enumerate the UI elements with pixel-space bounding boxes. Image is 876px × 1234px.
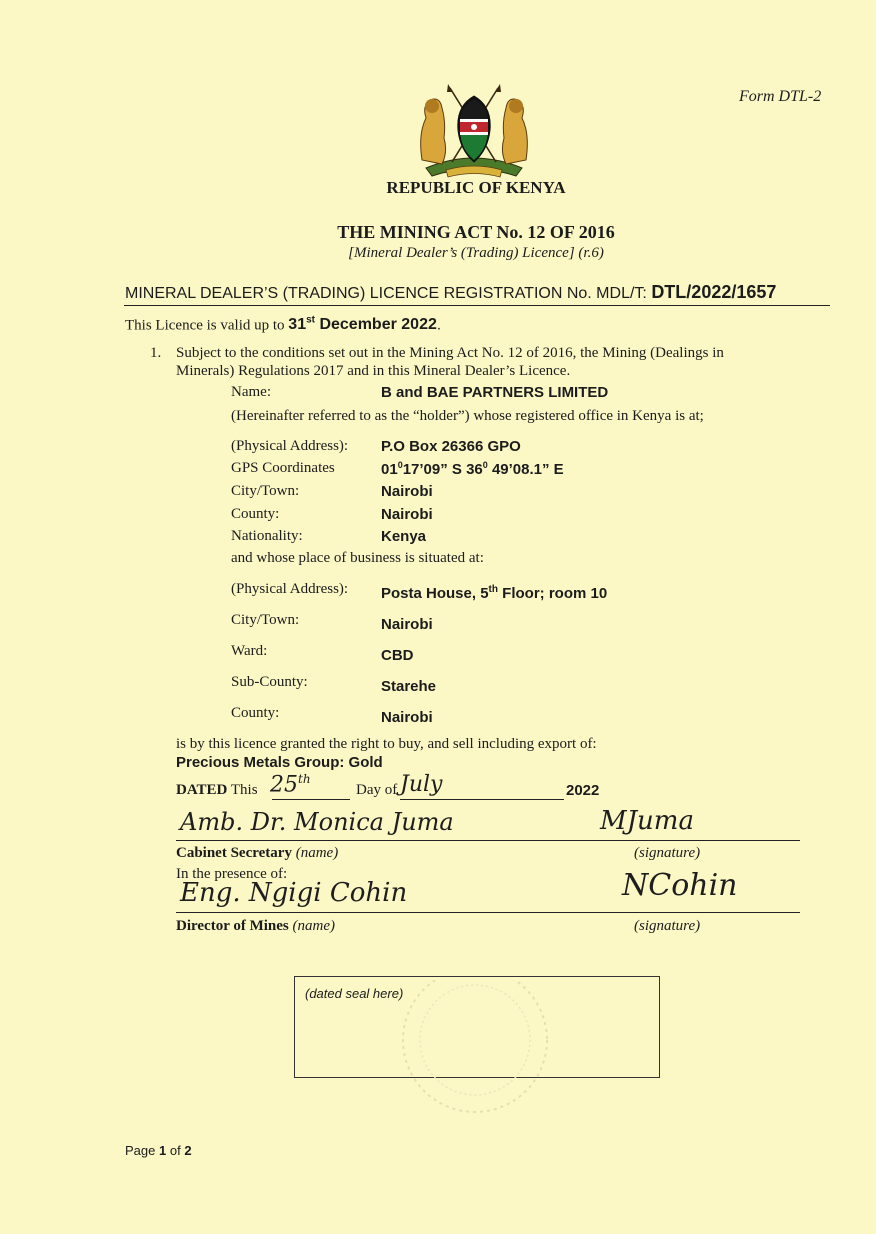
director-caption: Director of Mines (name) [176, 918, 335, 934]
director-name-handwritten: Eng. Ngigi Cohin [180, 878, 408, 908]
dated-year: 2022 [566, 782, 600, 799]
director-line [176, 912, 800, 913]
business-city-value: Nairobi [381, 616, 433, 633]
republic-heading: REPUBLIC OF KENYA [386, 178, 566, 197]
sub-county-value: Starehe [381, 678, 437, 695]
page-number: Page 1 of 2 [125, 1143, 192, 1158]
dated-this: This [230, 782, 258, 798]
dated-label: DATED [176, 782, 228, 798]
nationality-value: Kenya [381, 528, 427, 545]
cabinet-secretary-line [176, 840, 800, 841]
grant-text: is by this licence granted the right to buy, and sell including export of: [176, 736, 597, 752]
validity-period: . [436, 316, 442, 334]
registered-city-label: City/Town: [231, 483, 300, 499]
dated-day-of: Day of [356, 782, 398, 798]
registered-county-label: County: [231, 506, 280, 522]
director-signature: NCohin [622, 868, 738, 903]
presence-text: In the presence of: [176, 866, 288, 882]
sub-county-label: Sub-County: [231, 674, 308, 690]
ward-value: CBD [381, 647, 414, 664]
gps-value: $01^017’09$” S $36^0$ 49’08.1” E [381, 460, 564, 478]
seal-placeholder-text: (dated seal here) [305, 986, 404, 1001]
business-intro: and whose place of business is situated at: [231, 550, 484, 566]
grant-value: Precious Metals Group: Gold [176, 754, 383, 771]
name-value: B and BAE PARTNERS LIMITED [381, 384, 609, 401]
clause-line-1: Subject to the conditions set out in the Mining Act No. 12 of 2016, the Mining (Dealings in [176, 345, 724, 361]
registered-county-value: Nairobi [381, 506, 433, 523]
registration-underline [124, 305, 830, 306]
holder-text: (Hereinafter referred to as the “holder”) whose registered office in Kenya is at; [231, 408, 704, 424]
dated-line [176, 782, 258, 799]
validity-prefix: This Licence is valid up to [125, 317, 285, 334]
form-label: Form DTL-2 [739, 88, 822, 105]
business-city-label: City/Town: [231, 612, 300, 628]
business-county-value: Nairobi [381, 709, 433, 726]
embossed-seal-icon [380, 980, 570, 1120]
registration-number: DTL/2022/1657 [651, 282, 777, 302]
clause-line-2: Minerals) Regulations 2017 and in this Mineral Dealer’s Licence. [176, 363, 571, 379]
gps-label: GPS Coordinates [231, 460, 335, 476]
cabinet-secretary-name-handwritten: Amb. Dr. Monica Juma [180, 808, 454, 836]
act-title: THE MINING ACT No. 12 OF 2016 [337, 222, 615, 242]
coat-of-arms-emblem [412, 82, 536, 180]
business-address-label: (Physical Address): [231, 581, 349, 597]
director-signature-caption: (signature) [634, 918, 701, 934]
ward-label: Ward: [231, 643, 268, 659]
dated-day-handwritten: 25th [270, 772, 311, 798]
clause-number: 1. [150, 345, 162, 361]
act-subtitle: [Mineral Dealer’s (Trading) Licence] (r.6) [348, 245, 604, 261]
nationality-label: Nationality: [231, 528, 303, 544]
cabinet-secretary-signature-caption: (signature) [634, 845, 701, 861]
dated-month-handwritten: July [400, 772, 443, 797]
dated-day-line [272, 799, 350, 800]
dated-month-line [400, 799, 564, 800]
registered-address-value: P.O Box 26366 GPO [381, 438, 521, 455]
validity-line [125, 315, 441, 334]
cabinet-secretary-caption: Cabinet Secretary (name) [176, 845, 339, 861]
business-county-label: County: [231, 705, 280, 721]
registered-address-label: (Physical Address): [231, 438, 349, 454]
registration-label: MINERAL DEALER’S (TRADING) LICENCE REGISTRATION No. MDL/T: [125, 285, 647, 302]
cabinet-secretary-signature: MJuma [600, 806, 694, 836]
registered-city-value: Nairobi [381, 483, 433, 500]
business-address-value: Posta House, 5th Floor; room 10 [381, 584, 608, 602]
validity-date: 31st December 2022 [288, 315, 437, 334]
registration-line [125, 282, 776, 303]
name-label: Name: [231, 384, 271, 400]
